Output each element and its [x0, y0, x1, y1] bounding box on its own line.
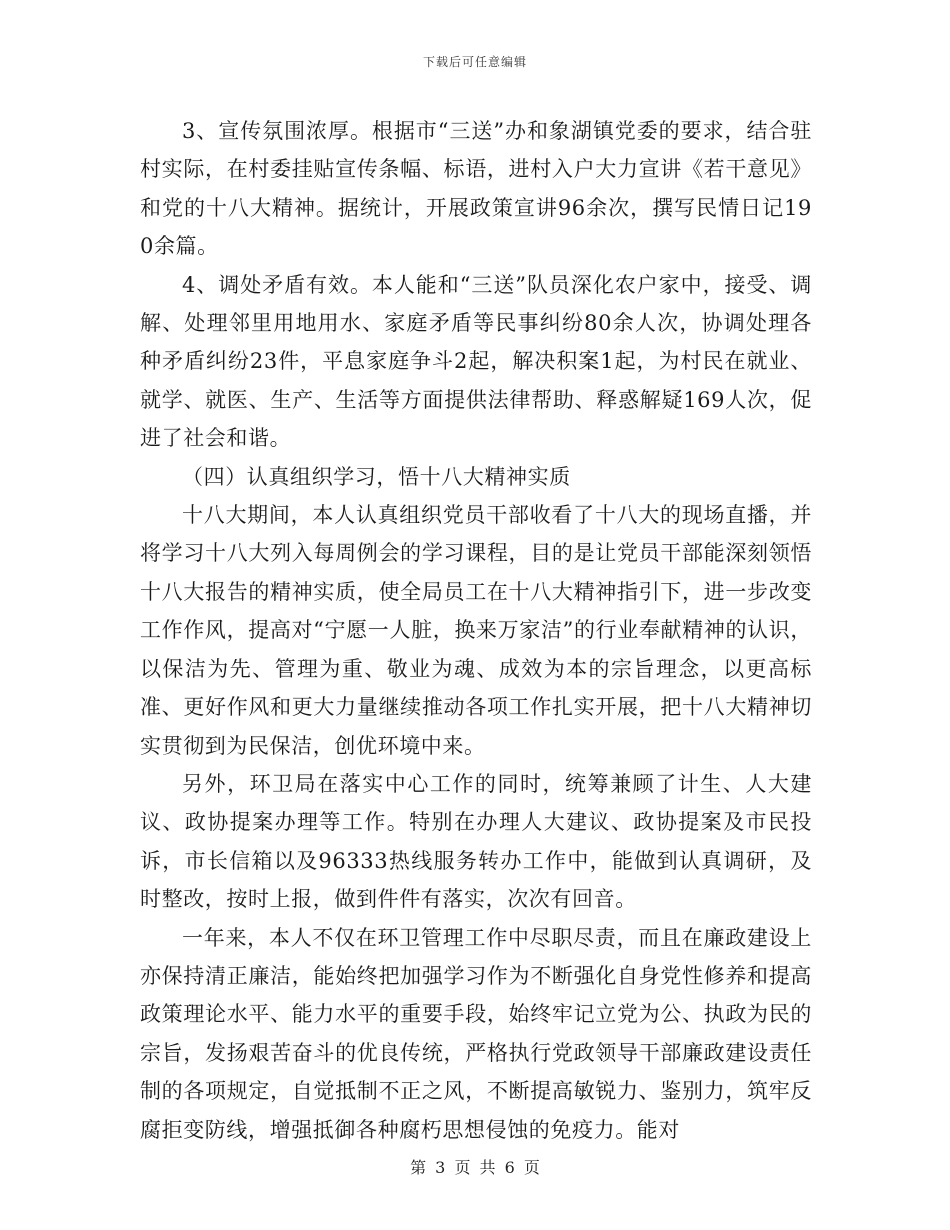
document-body: [140, 112, 812, 1149]
page-footer: 第 3 页 共 6 页: [410, 1158, 540, 1177]
paragraph-integrity: 一年来，本人不仅在环卫管理工作中尽职尽责，而且在廉政建设上亦保持清正廉洁，能始终把加强学习作为不断强化自身党性修养和提高政策理论水平、能力水平的重要手段，始终牢记立党为公、执政为民的宗旨，发扬艰苦奋斗的优良传统，严格执行党政领导干部廉政建设责任制的各项规定，自觉抵制不正之风，不断提高敏锐力、鉴别力，筑牢反腐拒变防线，增强抵御各种腐朽思想侵蚀的免疫力。能对: [140, 925, 812, 1142]
paragraph-eighteenth-congress: 十八大期间，本人认真组织党员干部收看了十八大的现场直播，并将学习十八大列入每周例会的学习课程，目的是让党员干部能深刻领悟十八大报告的精神实质，使全局员工在十八大精神指引下，进一步改变工作作风，提高对“宁愿一人脏，换来万家洁”的行业奉献精神的认识，以保洁为先、管理为重、敬业为魂、成效为本的宗旨理念，以更高标准、更好作风和更大力量继续推动各项工作扎实开展，把十八大精神切实贯彻到为民保洁，创优环境中来。: [140, 503, 812, 758]
page-header: 下载后可任意编辑: [422, 55, 527, 69]
paragraph-conflict-mediation: 4、调处矛盾有效。本人能和“三送”队员深化农户家中，接受、调解、处理邻里用地用水、家庭矛盾等民事纠纷80余人次，协调处理各种矛盾纠纷23件，平息家庭争斗2起，解决积案1起，为村民在就业、就学、就医、生产、生活等方面提供法律帮助、释惑解疑169人次，促进了社会和谐。: [140, 272, 812, 451]
section-heading-study: （四）认真组织学习，悟十八大精神实质: [182, 464, 571, 489]
paragraph-additional-work: 另外，环卫局在落实中心工作的同时，统筹兼顾了计生、人大建议、政协提案办理等工作。特别在办理人大建议、政协提案及市民投诉，市长信箱以及96333热线服务转办工作中，能做到认真调研，及时整改，按时上报，做到件件有落实，次次有回音。: [140, 771, 812, 912]
paragraph-publicity: 3、宣传氛围浓厚。根据市“三送”办和象湖镇党委的要求，结合驻村实际，在村委挂贴宣传条幅、标语，进村入户大力宣讲《若干意见》和党的十八大精神。据统计，开展政策宣讲96余次，撰写民情日记190余篇。: [140, 119, 812, 259]
